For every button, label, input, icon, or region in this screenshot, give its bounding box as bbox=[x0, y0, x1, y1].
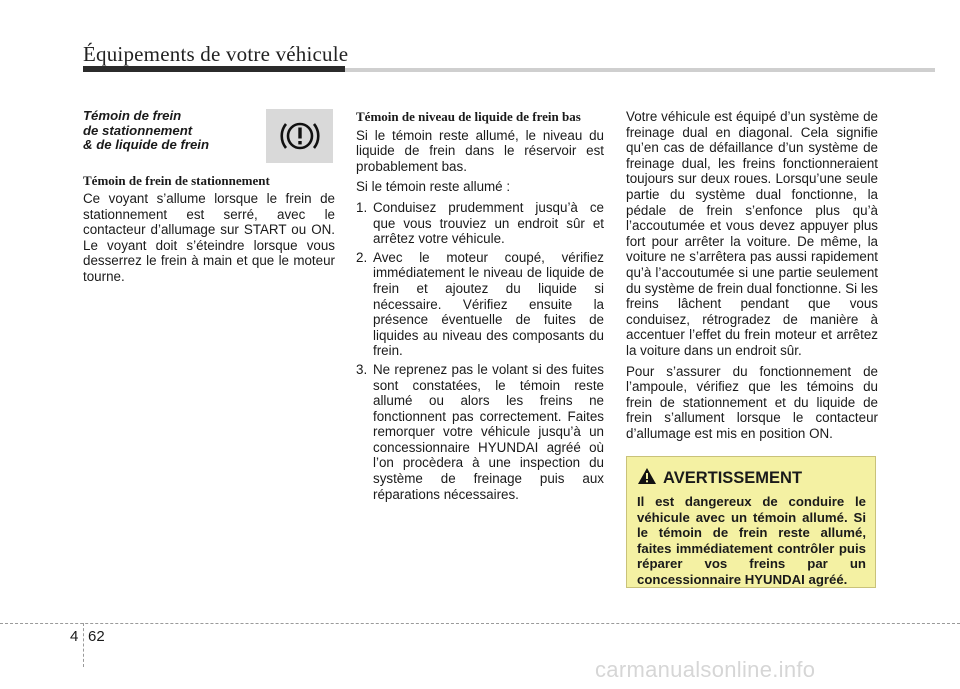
section-title-brake-fluid: Témoin de niveau de liquide de frein bas bbox=[356, 109, 581, 124]
indicator-heading-line: & de liquide de frein bbox=[83, 137, 210, 152]
warning-triangle-icon bbox=[637, 467, 657, 490]
step-text: Avec le moteur coupé, vérifiez immédiatement le niveau de liquide de frein et ajoutez du liquide si nécessaire. Vérifiez ensuite la présence éventuelle de fuites de liquides au niveau des composants du frein. bbox=[373, 249, 604, 359]
bulb-check-paragraph: Pour s’assurer du fonctionnement de l’ampoule, vérifiez que les témoins du frein de stationnement et du liquide de frein s’allument lorsque le contacteur d’allumage est mis en position ON. bbox=[626, 363, 878, 441]
warning-title-row bbox=[637, 467, 866, 490]
indicator-heading-line: de stationnement bbox=[83, 122, 193, 138]
indicator-heading bbox=[83, 109, 263, 153]
warning-text: Il est dangereux de conduire le véhicule avec un témoin allumé. Si le témoin de frein reste allumé, faites immédiatement contrôler puis réparer vos freins par un concessionnaire HYUNDAI agréé. bbox=[637, 494, 866, 587]
page-number: 62 bbox=[88, 628, 105, 645]
list-item bbox=[356, 200, 604, 247]
list-item bbox=[356, 362, 604, 502]
warning-box bbox=[626, 456, 876, 588]
footer-rule bbox=[0, 623, 960, 624]
watermark: carmanualsonline.info bbox=[595, 657, 816, 682]
list-item bbox=[356, 250, 604, 359]
header-rule-accent bbox=[83, 66, 345, 72]
brake-fluid-intro: Si le témoin reste allumé, le niveau du liquide de frein dans le réservoir est probablement bas. bbox=[356, 127, 604, 174]
column-2 bbox=[356, 109, 604, 505]
chapter-number: 4 bbox=[70, 628, 79, 645]
page-number-divider bbox=[83, 623, 84, 667]
indicator-heading-line: Témoin de frein bbox=[83, 108, 182, 123]
parking-brake-text: Ce voyant s’allume lorsque le frein de stationnement est serré, avec le contacteur d’allumage sur START ou ON. Le voyant doit s’éteindre lorsque vous desserrez le frein à main et que le moteur tourne. bbox=[83, 191, 335, 285]
brake-fluid-lead: Si le témoin reste allumé : bbox=[356, 179, 511, 195]
section-title-parking-brake: Témoin de frein de stationnement bbox=[83, 172, 270, 188]
step-number: 2. bbox=[356, 249, 368, 265]
column-3 bbox=[626, 109, 878, 446]
column-1 bbox=[83, 109, 335, 290]
step-number: 3. bbox=[356, 361, 368, 377]
step-number: 1. bbox=[356, 199, 368, 215]
brake-warning-icon bbox=[266, 109, 333, 163]
dual-brake-paragraph: Votre véhicule est équipé d’un système de freinage dual en diagonal. Cela signifie qu’en cas de défaillance d’un système de freinage dual, les freins fonctionneraient toujours sur deux roues. Lorsqu’une seule partie du système dual fonctionne, la pédale de frein s’enfonce plus qu’à l’accoutumée et vous devez appuyer plus fort pour arrêter la voiture. De même, la voiture ne s’arrêtera pas aussi rapidement qu’à l’accoutumée si une partie seulement du système de frein dual fonctionne. Si les freins lâchent pendant que vous conduisez, rétrogradez de manière à accentuer l’effet du frein moteur et arrêtez la voiture dans un endroit sûr. bbox=[626, 109, 878, 358]
steps-list bbox=[356, 200, 604, 502]
page-header-title: Équipements de votre véhicule bbox=[83, 42, 349, 66]
step-text: Ne reprenez pas le volant si des fuites sont constatées, le témoin reste allumé ou alors les freins ne fonctionnent pas correctement. Faites remorquer votre véhicule jusqu’à un concessionnaire HYUNDAI agréé où l’on procèdera à une inspection du système de freinage puis aux réparations nécessaires. bbox=[373, 361, 604, 502]
step-text: Conduisez prudemment jusqu’à ce que vous trouviez un endroit sûr et arrêtez votre véhicule. bbox=[373, 199, 604, 247]
warning-title: AVERTISSEMENT bbox=[663, 469, 803, 487]
